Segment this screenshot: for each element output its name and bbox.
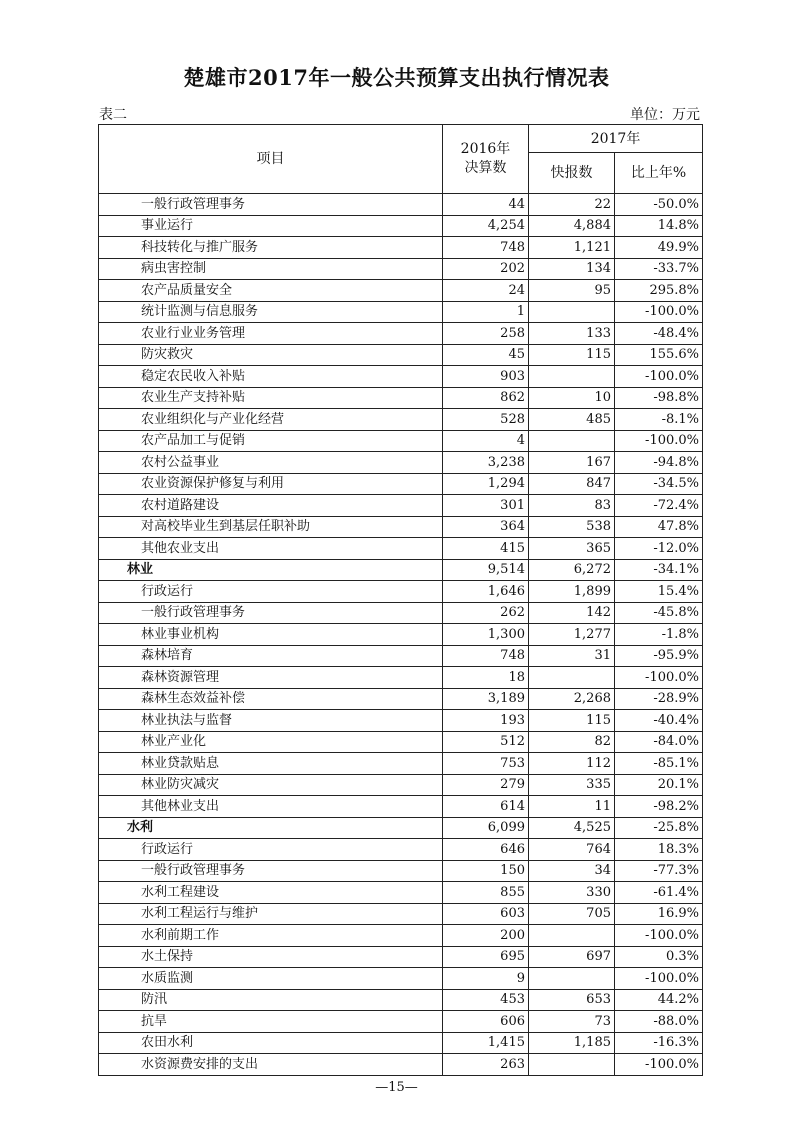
- row-name: 行政运行: [99, 839, 443, 861]
- row-2016-final: 258: [443, 323, 529, 345]
- row-name: 水利工程运行与维护: [99, 903, 443, 925]
- row-2017-express: 133: [529, 323, 615, 345]
- row-yoy-change: 47.8%: [615, 516, 703, 538]
- row-2017-express: 11: [529, 796, 615, 818]
- row-2016-final: 200: [443, 925, 529, 947]
- row-2016-final: 9,514: [443, 559, 529, 581]
- row-name: 农产品加工与促销: [99, 430, 443, 452]
- table-row: [99, 538, 703, 560]
- row-name: 一般行政管理事务: [99, 860, 443, 882]
- row-yoy-change: 20.1%: [615, 774, 703, 796]
- row-2016-final: 9: [443, 968, 529, 990]
- table-row: [99, 1032, 703, 1054]
- row-2017-express: 485: [529, 409, 615, 431]
- row-name: 病虫害控制: [99, 258, 443, 280]
- row-2017-express: 82: [529, 731, 615, 753]
- row-yoy-change: -50.0%: [615, 194, 703, 216]
- row-2017-express: 330: [529, 882, 615, 904]
- row-yoy-change: -100.0%: [615, 430, 703, 452]
- table-row: [99, 366, 703, 388]
- table-row: [99, 581, 703, 603]
- row-yoy-change: 44.2%: [615, 989, 703, 1011]
- row-2016-final: 753: [443, 753, 529, 775]
- row-2017-express: [529, 925, 615, 947]
- row-2016-final: 263: [443, 1054, 529, 1076]
- row-2017-express: 10: [529, 387, 615, 409]
- row-2017-express: 95: [529, 280, 615, 302]
- row-2017-express: 31: [529, 645, 615, 667]
- header-2016-final: [443, 125, 529, 194]
- row-yoy-change: -85.1%: [615, 753, 703, 775]
- table-row: [99, 645, 703, 667]
- row-yoy-change: -100.0%: [615, 667, 703, 689]
- row-yoy-change: 14.8%: [615, 215, 703, 237]
- header-2017: 2017年: [529, 125, 703, 153]
- row-yoy-change: -100.0%: [615, 1054, 703, 1076]
- table-row: [99, 731, 703, 753]
- row-yoy-change: -98.8%: [615, 387, 703, 409]
- table-row: [99, 602, 703, 624]
- row-2016-final: 6,099: [443, 817, 529, 839]
- row-name: 林业贷款贴息: [99, 753, 443, 775]
- row-2016-final: 1: [443, 301, 529, 323]
- row-yoy-change: -1.8%: [615, 624, 703, 646]
- row-name: 森林生态效益补偿: [99, 688, 443, 710]
- table-row: [99, 409, 703, 431]
- row-name: 农业行业业务管理: [99, 323, 443, 345]
- row-yoy-change: -84.0%: [615, 731, 703, 753]
- document-title: 楚雄市2017年一般公共预算支出执行情况表: [183, 65, 610, 90]
- row-2017-express: 764: [529, 839, 615, 861]
- table-row: [99, 839, 703, 861]
- row-name: 林业事业机构: [99, 624, 443, 646]
- row-2016-final: 193: [443, 710, 529, 732]
- row-2017-express: [529, 366, 615, 388]
- row-yoy-change: 16.9%: [615, 903, 703, 925]
- row-name: 其他林业支出: [99, 796, 443, 818]
- header-item: 项目: [99, 125, 443, 194]
- row-name: 农业生产支持补贴: [99, 387, 443, 409]
- row-2016-final: 301: [443, 495, 529, 517]
- row-2017-express: [529, 1054, 615, 1076]
- table-row: [99, 301, 703, 323]
- budget-table: [98, 124, 703, 1076]
- row-yoy-change: -95.9%: [615, 645, 703, 667]
- row-yoy-change: -48.4%: [615, 323, 703, 345]
- row-2016-final: 862: [443, 387, 529, 409]
- row-name: 科技转化与推广服务: [99, 237, 443, 259]
- category-row: [99, 559, 703, 581]
- row-yoy-change: -100.0%: [615, 968, 703, 990]
- row-yoy-change: -100.0%: [615, 366, 703, 388]
- header-2016-year: 2016年: [460, 141, 511, 158]
- row-name: 防汛: [99, 989, 443, 1011]
- row-2016-final: 855: [443, 882, 529, 904]
- row-2017-express: 112: [529, 753, 615, 775]
- row-2017-express: 697: [529, 946, 615, 968]
- row-2016-final: 748: [443, 237, 529, 259]
- row-name: 抗旱: [99, 1011, 443, 1033]
- table-row: [99, 925, 703, 947]
- row-2017-express: 1,899: [529, 581, 615, 603]
- page-number: —15—: [375, 1080, 418, 1095]
- row-name: 农村道路建设: [99, 495, 443, 517]
- row-yoy-change: -77.3%: [615, 860, 703, 882]
- row-2017-express: 73: [529, 1011, 615, 1033]
- row-yoy-change: -45.8%: [615, 602, 703, 624]
- row-2016-final: 1,300: [443, 624, 529, 646]
- row-yoy-change: -40.4%: [615, 710, 703, 732]
- table-row: [99, 237, 703, 259]
- row-name: 水利: [99, 817, 443, 839]
- row-yoy-change: 0.3%: [615, 946, 703, 968]
- table-row: [99, 1054, 703, 1076]
- row-name: 水资源费安排的支出: [99, 1054, 443, 1076]
- table-row: [99, 280, 703, 302]
- table-row: [99, 860, 703, 882]
- row-2016-final: 453: [443, 989, 529, 1011]
- row-2016-final: 4: [443, 430, 529, 452]
- row-yoy-change: -34.5%: [615, 473, 703, 495]
- row-yoy-change: -61.4%: [615, 882, 703, 904]
- row-yoy-change: 15.4%: [615, 581, 703, 603]
- row-name: 稳定农民收入补贴: [99, 366, 443, 388]
- row-name: 农田水利: [99, 1032, 443, 1054]
- row-name: 森林培育: [99, 645, 443, 667]
- row-yoy-change: 295.8%: [615, 280, 703, 302]
- row-2016-final: 748: [443, 645, 529, 667]
- table-row: [99, 387, 703, 409]
- row-2017-express: [529, 301, 615, 323]
- row-name: 对高校毕业生到基层任职补助: [99, 516, 443, 538]
- row-2016-final: 646: [443, 839, 529, 861]
- table-row: [99, 667, 703, 689]
- row-2017-express: 167: [529, 452, 615, 474]
- row-2016-final: 415: [443, 538, 529, 560]
- row-2017-express: 1,185: [529, 1032, 615, 1054]
- table-row: [99, 710, 703, 732]
- row-name: 一般行政管理事务: [99, 602, 443, 624]
- row-name: 其他农业支出: [99, 538, 443, 560]
- row-2016-final: 3,189: [443, 688, 529, 710]
- row-2016-final: 279: [443, 774, 529, 796]
- row-yoy-change: 155.6%: [615, 344, 703, 366]
- row-name: 水利工程建设: [99, 882, 443, 904]
- row-name: 林业: [99, 559, 443, 581]
- table-row: [99, 194, 703, 216]
- table-row: [99, 473, 703, 495]
- row-2017-express: 1,121: [529, 237, 615, 259]
- row-2016-final: 45: [443, 344, 529, 366]
- row-2016-final: 24: [443, 280, 529, 302]
- row-name: 农业组织化与产业化经营: [99, 409, 443, 431]
- row-name: 林业防灾减灾: [99, 774, 443, 796]
- table-row: [99, 688, 703, 710]
- row-name: 防灾救灾: [99, 344, 443, 366]
- table-row: [99, 882, 703, 904]
- row-2016-final: 603: [443, 903, 529, 925]
- row-2017-express: 4,525: [529, 817, 615, 839]
- table-row: [99, 946, 703, 968]
- row-name: 林业产业化: [99, 731, 443, 753]
- table-row: [99, 774, 703, 796]
- row-2016-final: 262: [443, 602, 529, 624]
- row-name: 农业资源保护修复与利用: [99, 473, 443, 495]
- row-2016-final: 614: [443, 796, 529, 818]
- table-row: [99, 796, 703, 818]
- row-2017-express: 115: [529, 710, 615, 732]
- row-yoy-change: -100.0%: [615, 925, 703, 947]
- row-yoy-change: -33.7%: [615, 258, 703, 280]
- table-row: [99, 258, 703, 280]
- table-row: [99, 989, 703, 1011]
- table-row: [99, 344, 703, 366]
- category-row: [99, 817, 703, 839]
- row-2016-final: 695: [443, 946, 529, 968]
- row-name: 林业执法与监督: [99, 710, 443, 732]
- table-row: [99, 323, 703, 345]
- row-name: 农村公益事业: [99, 452, 443, 474]
- row-2017-express: 538: [529, 516, 615, 538]
- row-2017-express: 115: [529, 344, 615, 366]
- header-2016-label: 决算数: [464, 160, 507, 176]
- row-name: 水土保持: [99, 946, 443, 968]
- row-2017-express: [529, 667, 615, 689]
- table-row: [99, 452, 703, 474]
- row-2017-express: 22: [529, 194, 615, 216]
- row-2016-final: 606: [443, 1011, 529, 1033]
- header-2017-express: 快报数: [529, 153, 615, 194]
- row-2016-final: 4,254: [443, 215, 529, 237]
- row-2017-express: 335: [529, 774, 615, 796]
- table-row: [99, 624, 703, 646]
- row-2017-express: 365: [529, 538, 615, 560]
- row-2017-express: 142: [529, 602, 615, 624]
- row-name: 事业运行: [99, 215, 443, 237]
- table-row: [99, 430, 703, 452]
- row-yoy-change: 49.9%: [615, 237, 703, 259]
- row-yoy-change: -72.4%: [615, 495, 703, 517]
- table-row: [99, 903, 703, 925]
- table-body: [99, 194, 703, 1076]
- row-2017-express: 847: [529, 473, 615, 495]
- row-2016-final: 202: [443, 258, 529, 280]
- row-yoy-change: -28.9%: [615, 688, 703, 710]
- row-2016-final: 528: [443, 409, 529, 431]
- row-2016-final: 512: [443, 731, 529, 753]
- row-2017-express: 1,277: [529, 624, 615, 646]
- row-name: 农产品质量安全: [99, 280, 443, 302]
- row-2016-final: 1,646: [443, 581, 529, 603]
- row-yoy-change: -100.0%: [615, 301, 703, 323]
- row-name: 水质监测: [99, 968, 443, 990]
- row-name: 一般行政管理事务: [99, 194, 443, 216]
- row-yoy-change: -98.2%: [615, 796, 703, 818]
- row-2017-express: 653: [529, 989, 615, 1011]
- row-2016-final: 364: [443, 516, 529, 538]
- table-row: [99, 968, 703, 990]
- row-2016-final: 150: [443, 860, 529, 882]
- row-name: 行政运行: [99, 581, 443, 603]
- row-name: 水利前期工作: [99, 925, 443, 947]
- table-row: [99, 1011, 703, 1033]
- row-2016-final: 3,238: [443, 452, 529, 474]
- table-row: [99, 495, 703, 517]
- row-2016-final: 1,294: [443, 473, 529, 495]
- row-2017-express: 6,272: [529, 559, 615, 581]
- row-yoy-change: -16.3%: [615, 1032, 703, 1054]
- row-2017-express: 2,268: [529, 688, 615, 710]
- row-yoy-change: -25.8%: [615, 817, 703, 839]
- row-yoy-change: -12.0%: [615, 538, 703, 560]
- header-yoy-change: 比上年%: [615, 153, 703, 194]
- table-row: [99, 215, 703, 237]
- table-header: [99, 125, 703, 194]
- table-row: [99, 516, 703, 538]
- row-2017-express: 134: [529, 258, 615, 280]
- table-row: [99, 753, 703, 775]
- row-2017-express: 4,884: [529, 215, 615, 237]
- row-2017-express: [529, 430, 615, 452]
- row-yoy-change: -8.1%: [615, 409, 703, 431]
- row-2017-express: 705: [529, 903, 615, 925]
- row-2017-express: [529, 968, 615, 990]
- row-2017-express: 83: [529, 495, 615, 517]
- row-yoy-change: -94.8%: [615, 452, 703, 474]
- row-name: 统计监测与信息服务: [99, 301, 443, 323]
- row-yoy-change: -88.0%: [615, 1011, 703, 1033]
- unit-label: 单位：万元: [630, 107, 700, 123]
- row-2016-final: 44: [443, 194, 529, 216]
- row-2016-final: 18: [443, 667, 529, 689]
- row-2016-final: 1,415: [443, 1032, 529, 1054]
- row-2017-express: 34: [529, 860, 615, 882]
- table-label: 表二: [99, 107, 127, 123]
- row-2016-final: 903: [443, 366, 529, 388]
- row-name: 森林资源管理: [99, 667, 443, 689]
- row-yoy-change: 18.3%: [615, 839, 703, 861]
- row-yoy-change: -34.1%: [615, 559, 703, 581]
